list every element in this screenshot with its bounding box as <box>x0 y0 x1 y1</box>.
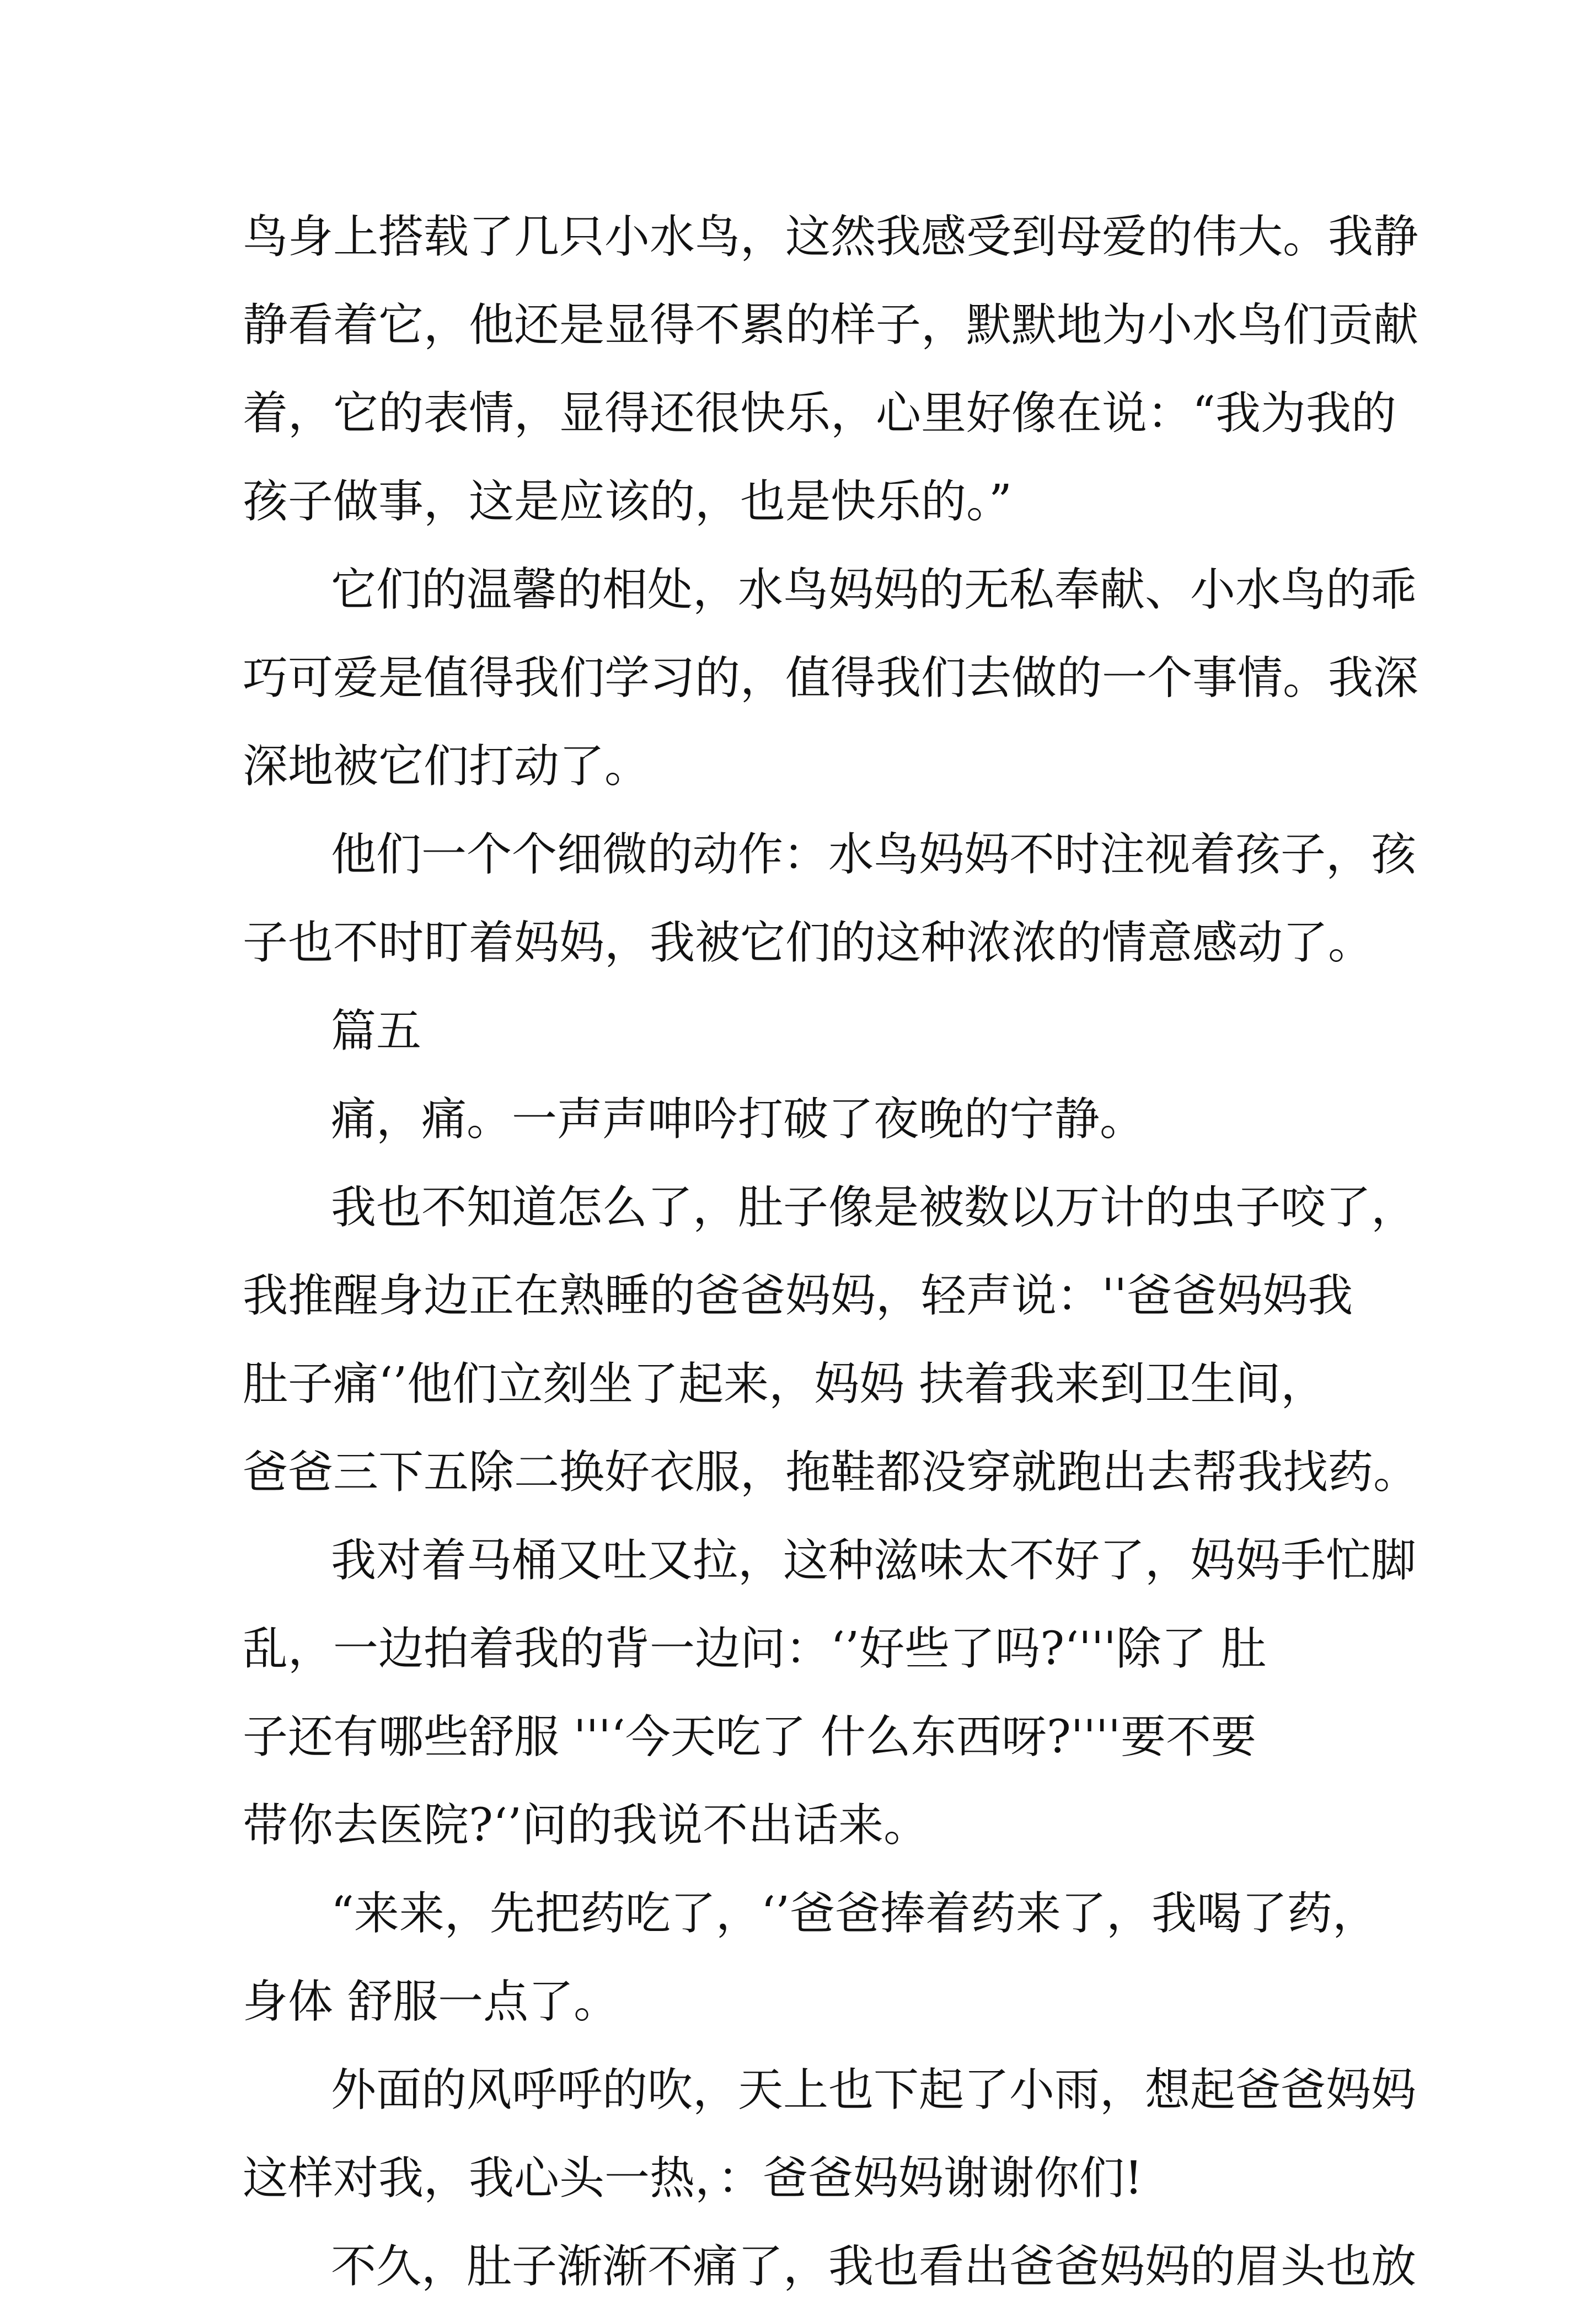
text-line: 爸爸三下五除二换好衣服，拖鞋都没穿就跑出去帮我找药。 <box>243 1446 1419 1499</box>
paragraph-start-line: 外面的风呼呼的吹，天上也下起了小雨，想起爸爸妈妈 <box>331 2064 1417 2116</box>
paragraph-start-line: 他们一个个细微的动作：水鸟妈妈不时注视着孩子，孩 <box>331 828 1417 881</box>
text-line: 肚子痛‘’他们立刻坐了起来，妈妈 扶着我来到卫生间， <box>243 1358 1326 1410</box>
text-line: 子还有哪些舒服 '''‘今天吃了 什么东西呀?''''要不要 <box>243 1711 1256 1763</box>
text-line: 乱，一边拍着我的背一边问：‘’好些了吗?‘'''除了 肚 <box>243 1623 1266 1675</box>
paragraph-start-line: 我对着马桶又吐又拉，这种滋味太不好了，妈妈手忙脚 <box>331 1534 1417 1587</box>
section-heading: 篇五 <box>331 1005 422 1057</box>
text-line: 静看着它，他还是显得不累的样子，默默地为小水鸟们贡献 <box>243 299 1419 351</box>
text-line: 着，它的表情，显得还很快乐，心里好像在说：“我为我的 <box>243 387 1396 440</box>
paragraph-start-line: 不久，肚子渐渐不痛了，我也看出爸爸妈妈的眉头也放 <box>331 2240 1417 2293</box>
text-line: 深地被它们打动了。 <box>243 740 650 793</box>
text-line: 子也不时盯着妈妈，我被它们的这种浓浓的情意感动了。 <box>243 917 1374 969</box>
document-body <box>243 193 1419 2311</box>
text-line: 我推醒身边正在熟睡的爸爸妈妈，轻声说：''爸爸妈妈我 <box>243 1270 1353 1322</box>
text-line: 巧可爱是值得我们学习的，值得我们去做的一个事情。我深 <box>243 652 1419 704</box>
text-line: 身体 舒服一点了。 <box>243 1976 619 2028</box>
paragraph-start-line: “来来，先把药吃了，‘’爸爸捧着药来了，我喝了药， <box>331 1887 1378 1940</box>
text-line: 这样对我，我心头一热，：爸爸妈妈谢谢你们! <box>243 2152 1143 2205</box>
paragraph-start-line: 它们的温馨的相处，水鸟妈妈的无私奉献、小水鸟的乖 <box>331 564 1417 616</box>
text-line: 带你去医院?‘’问的我说不出话来。 <box>243 1799 929 1852</box>
paragraph-start-line: 我也不知道怎么了，肚子像是被数以万计的虫子咬了， <box>331 1181 1417 1234</box>
text-line: 鸟身上搭载了几只小水鸟，这然我感受到母爱的伟大。我静 <box>243 211 1419 263</box>
paragraph-start-line: 痛，痛。一声声呻吟打破了夜晚的宁静。 <box>331 1093 1145 1146</box>
text-line: 孩子做事，这是应该的，也是快乐的。” <box>243 475 1012 528</box>
